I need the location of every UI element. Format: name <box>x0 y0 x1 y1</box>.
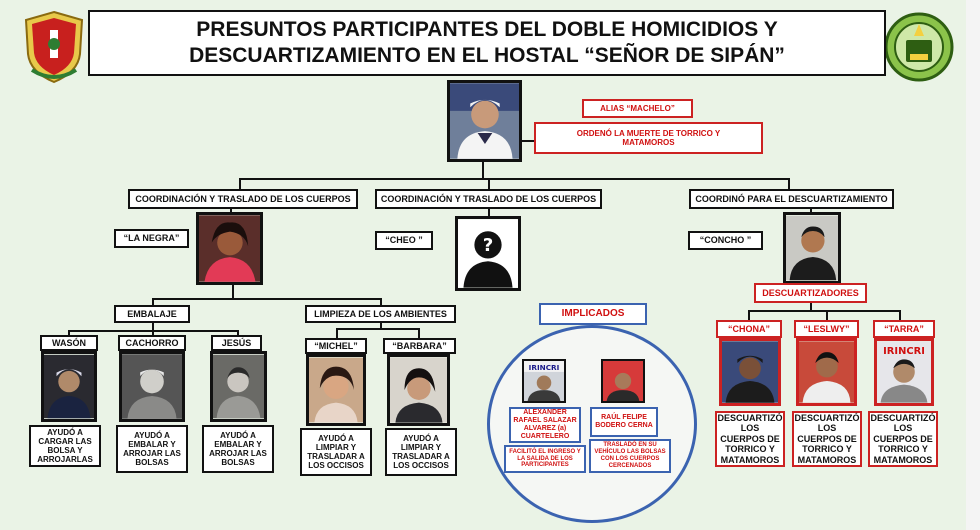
machelo-photo <box>447 80 522 162</box>
chona-photo <box>719 338 781 406</box>
dismemberer-name-chona: “CHONA” <box>716 320 782 338</box>
implicated-role-cuartelero: FACILITÓ EL INGRESO Y LA SALIDA DE LOS PARTICIPANTES <box>504 445 586 473</box>
connector <box>810 302 812 310</box>
michel-photo <box>306 354 366 426</box>
packer-role-cachorro: AYUDÓ A EMBALAR Y ARROJAR LAS BOLSAS <box>116 425 188 473</box>
implicated-name-cuartelero: ALEXANDER RAFAEL SALAZAR ALVAREZ (a) CUARTELERO <box>509 407 581 443</box>
branch-label-1: COORDINACIÓN Y TRASLADO DE LOS CUERPOS <box>128 189 358 209</box>
dismemberer-role-chona: DESCUARTIZÓ LOS CUERPOS DE TORRICO Y MATAMOROS <box>715 411 785 467</box>
title-line-2: DESCUARTIZAMIENTO EN EL HOSTAL “SEÑOR DE SIPÁN” <box>189 44 785 67</box>
alias-concho: “CONCHO ” <box>688 231 763 250</box>
connector <box>748 310 900 312</box>
alias-cheo: “CHEO ” <box>375 231 433 250</box>
leader-role: ORDENÓ LA MUERTE DE TORRICO Y MATAMOROS <box>576 128 721 147</box>
leslwy-photo <box>796 338 857 406</box>
bodero-photo <box>601 359 645 403</box>
dismemberers-label: DESCUARTIZADORES <box>754 283 867 303</box>
dismemberer-name-tarra: “TARRA” <box>873 320 935 338</box>
implicated-role-bodero: TRASLADÓ EN SU VEHÍCULO LAS BOLSAS CON LOS CUERPOS CERCENADOS <box>589 439 671 473</box>
leader-alias-box <box>582 99 693 118</box>
connector <box>826 310 828 320</box>
implicated-label: IMPLICADOS <box>539 303 647 325</box>
connector <box>336 328 420 330</box>
implicated-name-bodero: RAÚL FELIPE BODERO CERNA <box>590 407 658 437</box>
cuartelero-photo <box>522 359 566 403</box>
tarra-photo-text: IRINCRI <box>883 346 925 357</box>
page-title <box>88 10 886 76</box>
title-line-1: PRESUNTOS PARTICIPANTES DEL DOBLE HOMICIDIOS Y <box>196 18 778 42</box>
packer-role-jesus: AYUDÓ A EMBALAR Y ARROJAR LAS BOLSAS <box>202 425 274 473</box>
branch-label-3: COORDINÓ PARA EL DESCUARTIZAMIENTO <box>689 189 894 209</box>
alias-la-negra: “LA NEGRA” <box>114 229 189 248</box>
cleaner-name-michel: “MICHEL” <box>305 338 367 354</box>
packer-name-jesus: JESÚS <box>211 335 262 351</box>
svg-text:?: ? <box>482 235 494 257</box>
tarra-photo <box>874 338 934 406</box>
dismemberer-name-leslwy: “LESLWY” <box>794 320 859 338</box>
cuartelero-photo-text: IRINCRI <box>528 363 560 373</box>
connector <box>152 298 382 300</box>
packer-name-wason: WASÓN <box>40 335 98 351</box>
connector <box>482 160 484 178</box>
dismemberer-role-tarra: DESCUARTIZÓ LOS CUERPOS DE TORRICO Y MATAMOROS <box>868 411 938 467</box>
barbara-photo <box>387 354 450 426</box>
cleaner-role-michel: AYUDÓ A LIMPIAR Y TRASLADAR A LOS OCCISOS <box>300 428 372 476</box>
cleaner-name-barbara: “BARBARA” <box>383 338 456 354</box>
cleaner-role-barbara: AYUDÓ A LIMPIAR Y TRASLADAR A LOS OCCISOS <box>385 428 457 476</box>
concho-photo <box>783 212 841 284</box>
connector <box>899 310 901 320</box>
leader-alias: ALIAS “MACHELO” <box>600 103 675 113</box>
connector <box>152 322 154 330</box>
cheo-unknown-photo <box>455 216 521 291</box>
wason-photo <box>41 351 97 422</box>
connector <box>488 208 490 216</box>
dismemberer-role-leslwy: DESCUARTIZÓ LOS CUERPOS DE TORRICO Y MATAMOROS <box>792 411 862 467</box>
task-packing: EMBALAJE <box>114 305 190 323</box>
unit-emblem-icon <box>884 10 954 84</box>
task-cleaning: LIMPIEZA DE LOS AMBIENTES <box>305 305 456 323</box>
packer-role-wason: AYUDÓ A CARGAR LAS BOLSA Y ARROJARLAS <box>29 425 101 467</box>
cachorro-photo <box>119 351 185 422</box>
connector <box>239 178 789 180</box>
connector <box>418 328 420 338</box>
connector <box>748 310 750 320</box>
la-negra-photo <box>196 212 263 285</box>
police-emblem-icon <box>22 10 86 84</box>
connector <box>232 284 234 298</box>
leader-role-box <box>534 122 763 154</box>
connector <box>520 140 534 142</box>
jesus-photo <box>210 351 267 422</box>
connector <box>336 328 338 338</box>
packer-name-cachorro: CACHORRO <box>118 335 186 351</box>
branch-label-2: COORDINACIÓN Y TRASLADO DE LOS CUERPOS <box>375 189 602 209</box>
